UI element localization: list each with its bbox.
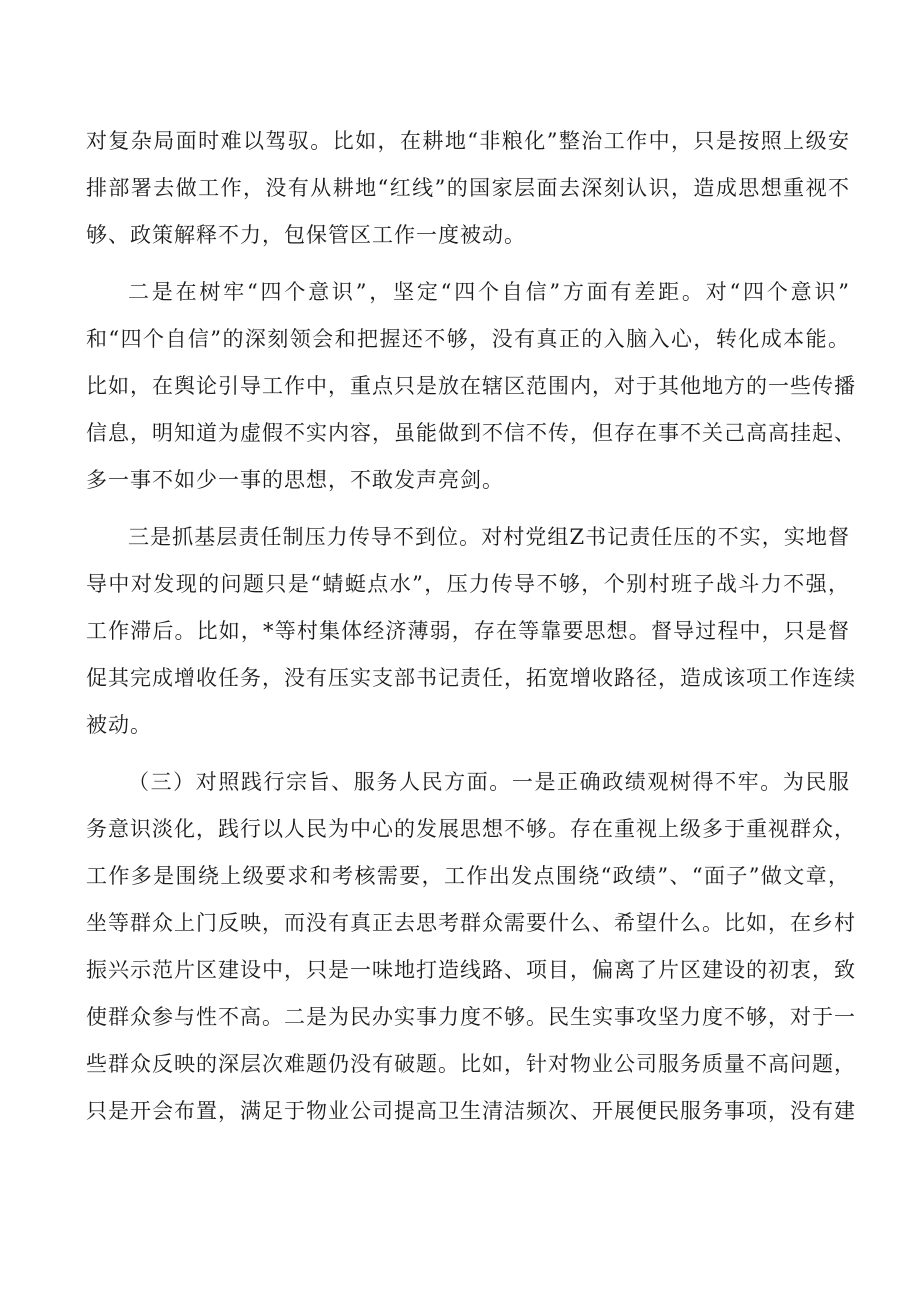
text-line: 务意识淡化，践行以人民为中心的发展思想不够。存在重视上级多于重视群众， <box>86 817 856 841</box>
paragraph-3 <box>86 514 856 749</box>
paragraph-1 <box>86 118 850 259</box>
text-line: 促其完成增收任务，没有压实支部书记责任，拓宽增收路径，造成该项工作连续 <box>86 666 856 690</box>
document-body <box>86 118 856 1145</box>
text-line: 信息，明知道为虚假不实内容，虽能做到不信不传，但存在事不关己高高挂起、 <box>86 421 856 445</box>
text-line: 二是在树牢“四个意识”，坚定“四个自信”方面有差距。对“四个意识” <box>128 280 850 304</box>
text-line: 只是开会布置，满足于物业公司提高卫生清洁频次、开展便民服务事项，没有建 <box>86 1099 856 1123</box>
text-line: 够、政策解释不力，包保管区工作一度被动。 <box>86 223 526 247</box>
text-line: 些群众反映的深层次难题仍没有破题。比如，针对物业公司服务质量不高问题， <box>86 1052 856 1076</box>
text-line: 对复杂局面时难以驾驭。比如，在耕地“非粮化”整治工作中，只是按照上级安 <box>86 129 850 153</box>
text-line: 和“四个自信”的深刻领会和把握还不够，没有真正的入脑入心，转化成本能。 <box>86 327 850 351</box>
text-line: 导中对发现的问题只是“蜻蜓点水”，压力传导不够，个别村班子战斗力不强， <box>86 572 850 596</box>
text-line: 工作滞后。比如，*等村集体经济薄弱，存在等靠要思想。督导过程中，只是督 <box>86 619 850 643</box>
text-line: 三是抓基层责任制压力传导不到位。对村党组Z书记责任压的不实，实地督 <box>128 525 850 549</box>
paragraph-4 <box>86 759 856 1135</box>
text-line: 使群众参与性不高。二是为民办实事力度不够。民生实事攻坚力度不够，对于一 <box>86 1005 856 1029</box>
text-line: （三）对照践行宗旨、服务人民方面。一是正确政绩观树得不牢。为民服 <box>128 770 850 794</box>
text-line: 多一事不如少一事的思想，不敢发声亮剑。 <box>86 468 504 492</box>
text-line: 被动。 <box>86 713 152 737</box>
text-line: 振兴示范片区建设中，只是一味地打造线路、项目，偏离了片区建设的初衷，致 <box>86 958 856 982</box>
text-line: 比如，在舆论引导工作中，重点只是放在辖区范围内，对于其他地方的一些传播 <box>86 374 856 398</box>
text-line: 坐等群众上门反映，而没有真正去思考群众需要什么、希望什么。比如，在乡村 <box>86 911 856 935</box>
text-line: 工作多是围绕上级要求和考核需要，工作出发点围绕“政绩”、“面子”做文章， <box>86 864 850 888</box>
text-line: 排部署去做工作，没有从耕地“红线”的国家层面去深刻认识，造成思想重视不 <box>86 176 850 200</box>
paragraph-2 <box>86 269 856 504</box>
